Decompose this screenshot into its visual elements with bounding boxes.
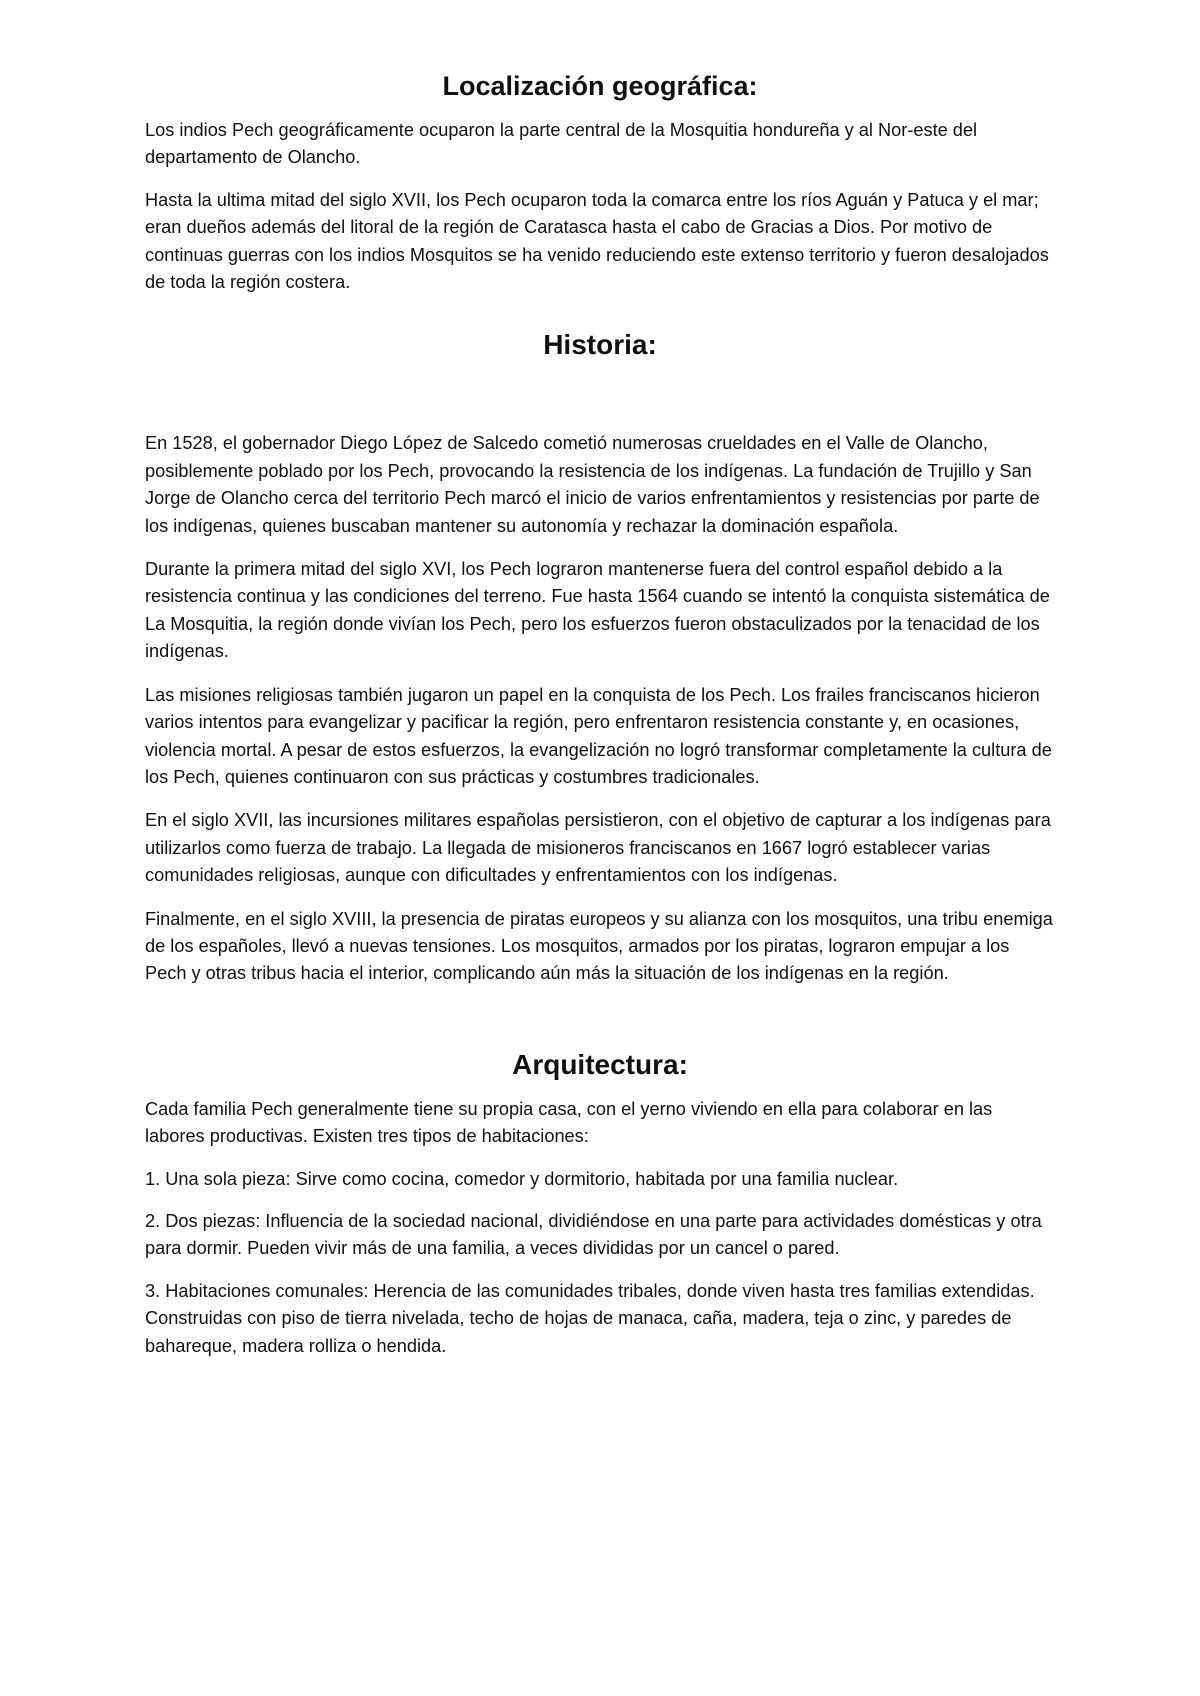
paragraph-historia-4: En el siglo XVII, las incursiones militares españolas persistieron, con el objetivo de capturar a los indígenas para utilizarlos como fuerza de trabajo. La llegada de misioneros franciscanos en 1667 logró establecer varias comunidades religiosas, aunque con dificultades y enfrentamientos con los indígenas.: [145, 810, 1051, 886]
paragraph-arquitectura-4: 3. Habitaciones comunales: Herencia de las comunidades tribales, donde viven hasta tres familias extendidas. Construidas con piso de tierra nivelada, techo de hojas de manaca, caña, madera, teja o zinc, y paredes de bahareque, madera rolliza o hendida.: [145, 1280, 1035, 1356]
paragraph-localizacion-1: Los indios Pech geográficamente ocuparon la parte central de la Mosquitia hondureña y al Nor-este del departamento de Olancho.: [145, 120, 978, 168]
paragraph-historia-2: Durante la primera mitad del siglo XVI, los Pech lograron mantenerse fuera del control español debido a la resistencia continua y las condiciones del terreno. Fue hasta 1564 cuando se intentó la conquista sistemática de La Mosquitia, la región donde vivían los Pech, pero los esfuerzos fueron obstaculizados por la tenacidad de los indígenas.: [145, 559, 1050, 662]
paragraph-historia-5: Finalmente, en el siglo XVIII, la presencia de piratas europeos y su alianza con los mosquitos, una tribu enemiga de los españoles, llevó a nuevas tensiones. Los mosquitos, armados por los piratas, lograron empujar a los Pech y otras tribus hacia el interior, complicando aún más la situación de los indígenas en la región.: [145, 908, 1053, 984]
paragraph-arquitectura-1: Cada familia Pech generalmente tiene su propia casa, con el yerno viviendo en ella para colaborar en las labores productivas. Existen tres tipos de habitaciones:: [145, 1098, 993, 1147]
heading-localizacion: Localización geográfica:: [442, 71, 758, 101]
paragraph-historia-1: En 1528, el gobernador Diego López de Salcedo cometió numerosas crueldades en el Valle de Olancho, posiblemente poblado por los Pech, provocando la resistencia de los indígenas. La fundación de Trujillo y San Jorge de Olancho cerca del territorio Pech marcó el inicio de varios enfrentamientos y resistencias por parte de los indígenas, quienes buscaban mantener su autonomía y rechazar la dominación española.: [145, 433, 1040, 536]
paragraph-historia-3: Las misiones religiosas también jugaron un papel en la conquista de los Pech. Los frailes franciscanos hicieron varios intentos para evangelizar y pacificar la región, pero enfrentaron resistencia constante y, en ocasiones, violencia mortal. A pesar de estos esfuerzos, la evangelización no logró transformar completamente la cultura de los Pech, quienes continuaron con sus prácticas y costumbres tradicionales.: [145, 684, 1052, 787]
paragraph-arquitectura-3: 2. Dos piezas: Influencia de la sociedad nacional, dividiéndose en una parte para actividades domésticas y otra para dormir. Pueden vivir más de una familia, a veces divididas por un cancel o pared.: [145, 1210, 1042, 1259]
heading-historia: Historia:: [543, 329, 657, 361]
heading-arquitectura: Arquitectura:: [512, 1048, 688, 1080]
paragraph-localizacion-2: Hasta la ultima mitad del siglo XVII, los Pech ocuparon toda la comarca entre los ríos Aguán y Patuca y el mar; eran dueños además del litoral de la región de Caratasca hasta el cabo de Gracias a Dios. Por motivo de continuas guerras con los indios Mosquitos se ha venido reduciendo este extenso territorio y fueron desalojados de toda la región costera.: [145, 189, 1049, 293]
paragraph-arquitectura-2: 1. Una sola pieza: Sirve como cocina, comedor y dormitorio, habitada por una familia nuclear.: [145, 1168, 899, 1189]
